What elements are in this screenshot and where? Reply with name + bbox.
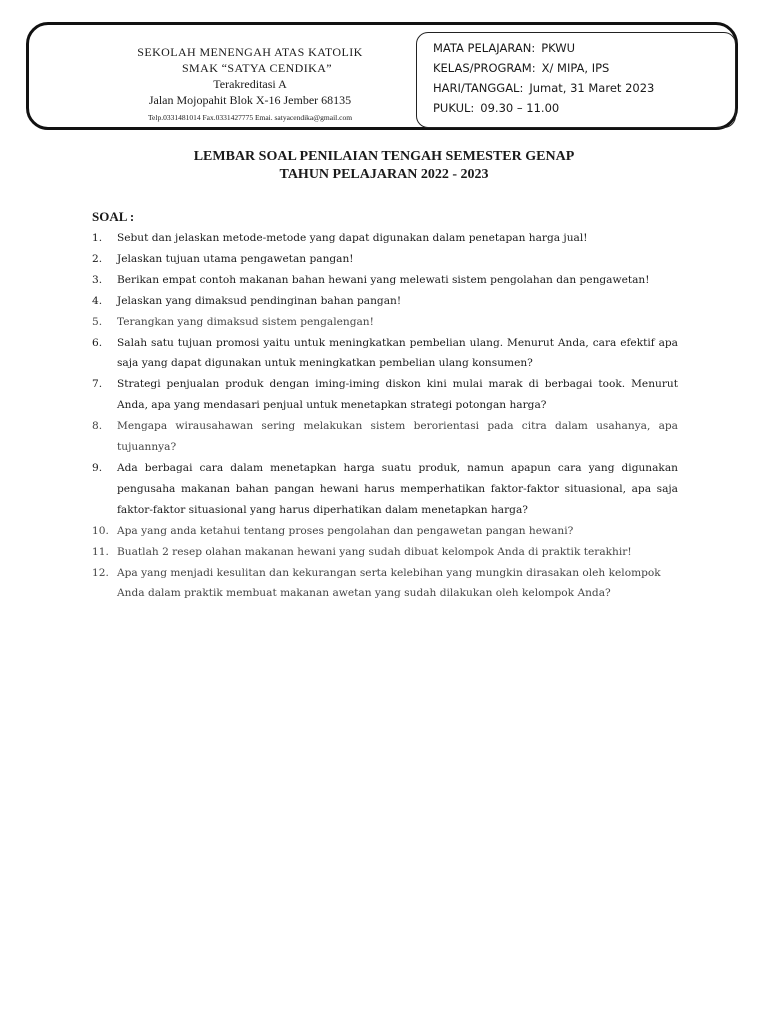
time-value: 09.30 – 11.00	[480, 101, 560, 115]
question-number: 4.	[92, 294, 103, 307]
question-number: 2.	[92, 252, 103, 265]
time-label: PUKUL:	[433, 101, 475, 115]
question-item	[92, 291, 678, 312]
question-text: Salah satu tujuan promosi yaitu untuk meningkatkan pembelian ulang. Menurut Anda, cara efektif apa saja yang dapat digunakan untuk meningkatkan pembelian ulang konsumen?	[117, 336, 678, 370]
question-number: 6.	[92, 336, 103, 349]
subject-label: MATA PELAJARAN:	[433, 41, 536, 55]
title-line1: LEMBAR SOAL PENILAIAN TENGAH SEMESTER GENAP	[193, 149, 575, 164]
question-item	[92, 333, 678, 375]
question-list	[92, 228, 678, 604]
question-item	[92, 228, 678, 249]
title-line2: TAHUN PELAJARAN 2022 - 2023	[279, 167, 489, 182]
class-row	[433, 58, 735, 78]
date-value: Jumat, 31 Maret 2023	[529, 81, 655, 95]
question-item	[92, 542, 678, 563]
school-identity	[100, 44, 400, 125]
question-item	[92, 374, 678, 416]
question-text: Ada berbagai cara dalam menetapkan harga suatu produk, namun apapun cara yang digunakan pengusaha makanan bahan pangan hewani harus memperhatikan faktor-faktor situasional, apa saja faktor-faktor situasional yang harus diperhatikan dalam menetapkan harga?	[117, 461, 678, 516]
soal-heading: SOAL :	[92, 209, 135, 224]
question-number: 10.	[92, 524, 109, 537]
question-item	[92, 458, 678, 521]
date-row	[433, 78, 735, 98]
question-text: Strategi penjualan produk dengan iming-iming diskon kini mulai marak di berbagai took. Menurut Anda, apa yang mendasari penjual untuk menetapkan strategi potongan harga?	[117, 378, 678, 412]
question-item	[92, 249, 678, 270]
document-title	[0, 148, 768, 184]
class-label: KELAS/PROGRAM:	[433, 61, 536, 75]
question-text: Jelaskan yang dimaksud pendinginan bahan pangan!	[117, 294, 402, 307]
date-label: HARI/TANGGAL:	[433, 81, 524, 95]
subject-value: PKWU	[541, 41, 576, 55]
question-number: 9.	[92, 461, 103, 474]
question-text: Berikan empat contoh makanan bahan hewani yang melewati sistem pengolahan dan pengawetan!	[117, 273, 650, 286]
question-item	[92, 312, 678, 333]
question-text: Buatlah 2 resep olahan makanan hewani yang sudah dibuat kelompok Anda di praktik terakhir!	[117, 545, 632, 558]
question-text: Jelaskan tujuan utama pengawetan pangan!	[117, 252, 354, 265]
question-item	[92, 563, 678, 605]
class-value: X/ MIPA, IPS	[541, 61, 610, 75]
question-number: 11.	[92, 545, 109, 558]
exam-info-box	[416, 32, 736, 128]
question-item	[92, 270, 678, 291]
question-text: Apa yang menjadi kesulitan dan kekurangan serta kelebihan yang mungkin dirasakan oleh kelompok Anda dalam praktik membuat makanan awetan yang sudah dilakukan oleh kelompok Anda?	[117, 566, 661, 600]
question-text: Sebut dan jelaskan metode-metode yang dapat digunakan dalam penetapan harga jual!	[117, 232, 588, 244]
question-number: 12.	[92, 566, 109, 579]
school-contact: Telp.0331481014 Fax.0331427775 Emai. satyacendika@gmail.com	[147, 113, 353, 122]
school-name-line2: SMAK “SATYA CENDIKA”	[181, 61, 332, 75]
question-number: 7.	[92, 378, 103, 391]
question-number: 8.	[92, 420, 103, 433]
question-number: 1.	[92, 232, 103, 244]
question-text: Mengapa wirausahawan sering melakukan sistem berorientasi pada citra dalam usahanya, apa tujuannya?	[117, 420, 678, 454]
question-text: Apa yang anda ketahui tentang proses pengolahan dan pengawetan pangan hewani?	[117, 524, 574, 537]
question-item	[92, 416, 678, 458]
question-number: 3.	[92, 273, 103, 286]
question-item	[92, 521, 678, 542]
question-number: 5.	[92, 315, 103, 328]
school-address: Jalan Mojopahit Blok X-16 Jember 68135	[148, 93, 352, 107]
accreditation: Terakreditasi A	[213, 77, 287, 91]
time-row	[433, 98, 735, 118]
subject-row	[433, 38, 735, 58]
school-name-line1: SEKOLAH MENENGAH ATAS KATOLIK	[137, 45, 363, 59]
question-text: Terangkan yang dimaksud sistem pengalengan!	[117, 315, 374, 328]
